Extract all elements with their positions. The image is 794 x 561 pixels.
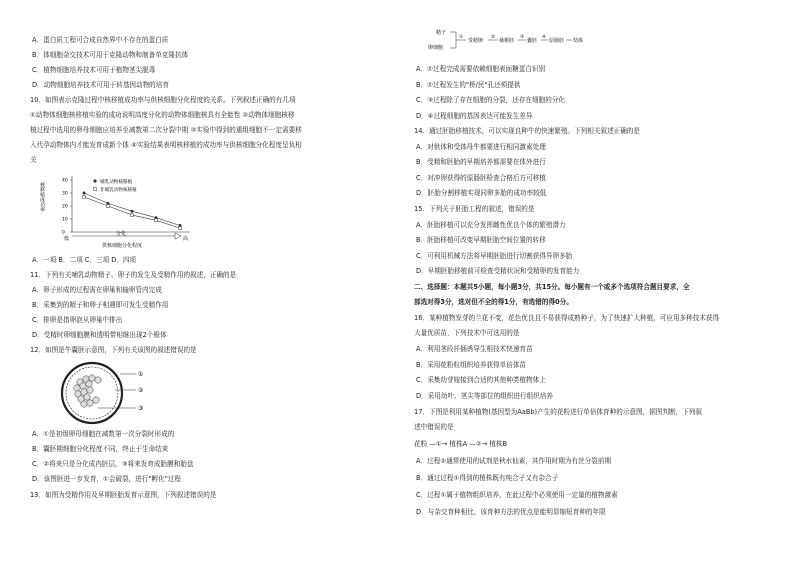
q10-ytick: 0 [62, 230, 65, 236]
q12-label-2: ② [138, 387, 144, 394]
q10-point [131, 210, 134, 213]
q10-xlabel: 供核细胞分化程度 [102, 243, 143, 249]
q17-stem-line2: 述中错误的是 [414, 423, 454, 431]
q13-mark-4: ④ [542, 35, 547, 40]
q10-bracket-mid: 分化 [116, 231, 127, 237]
q10-point [107, 205, 110, 208]
q10-chart-ylabel: 核移植成功率 [39, 182, 45, 212]
q10-point [83, 195, 86, 198]
q9-option-b: B．体细胞杂交技术可用于克隆动物和制备单克隆抗体 [32, 51, 189, 59]
section-2-heading-cont: 部选对得3分，选对但不全的得1分，有选错的得0分。 [414, 298, 573, 306]
q13-flow-gastrula: 原肠胚 [549, 38, 565, 44]
q10-stem-line1: 10．如图表示克隆过程中核移植成功率与供核细胞分化程度的关系。下列叙述正确的有几项 [30, 96, 296, 104]
q10-point [131, 214, 134, 217]
q11-option-c: C．排卵是指卵泡从卵巢中排出 [32, 316, 123, 324]
q13-option-a: A．①过程完成需要依赖细胞表面糖蛋白识别 [416, 65, 546, 73]
q17-option-c: C．过程①属于植物组织培养，在此过程中必须使用一定量的植物激素 [416, 491, 618, 499]
q13-flow-sperm: 精子 [436, 30, 447, 36]
q13-flow-diagram [426, 24, 586, 58]
q14-option-d: D．胚胎分割移植实现同卵多胎的成功率较低 [416, 189, 547, 197]
q14-option-a: A．对供体和受体母牛都要进行相同激素处理 [416, 143, 546, 151]
q10-ytick: 20 [62, 204, 68, 210]
q17-flow: 花粉 —①→ 植株A —②→ 植株B [414, 440, 508, 448]
q13-stem: 13．如图为受精作用及早期胚胎发育示意图，下列叙述错误的是 [30, 491, 217, 499]
q10-ytick: 30 [62, 191, 68, 197]
q10-series-line-0 [84, 193, 180, 226]
q10-chart [40, 170, 200, 250]
q10-options: A．一项 B．二项 C．三项 D．四项 [32, 256, 137, 264]
q15-option-c: C．可利用机械方法将早期胚胎进行切割获得异卵多胎 [416, 252, 573, 260]
q13-option-d: D．④过程细胞的基因表达可能发生差异 [416, 112, 533, 120]
q10-point [155, 219, 158, 222]
q11-option-b: B．采集到的精子和卵子相遇即可发生受精作用 [32, 301, 169, 309]
q17-option-a: A．过程②通常使用的试剂是秋水仙素，其作用时期为有丝分裂前期 [416, 457, 612, 465]
q13-flow-zygote: 受精卵 [468, 38, 484, 44]
q13-mark-3: ③ [520, 35, 525, 40]
q10-bracket-high: 高 [183, 236, 189, 242]
q10-point [179, 227, 182, 230]
q13-option-b: B．①过程发生的"桥/民"孔还须提供 [416, 81, 521, 89]
q11-option-a: A．卵子形成的过程需在卵巢和输卵管内完成 [32, 286, 162, 294]
q13-mark-2: ② [491, 35, 496, 40]
q17-stem-line1: 17．下图是利用某种植物(基因型为AaBb)产生的花粉进行单倍体育种的示意图，据图判断，下列叙 [414, 408, 702, 416]
q12-blastocyst-figure [58, 360, 158, 426]
q12-label-1: ① [138, 371, 144, 378]
q10-stem-line4: 入代孕动物体内才能发育成新个体 ④实验结果表明核移植的成功率与供核细胞分化程度呈负相 [30, 141, 302, 149]
q17-option-d: D．与杂交育种相比，该育种方法的优点是能明显缩短育种的年限 [416, 508, 606, 516]
q16-option-d: D．采用幼叶、茎尖等部位的组织进行组织培养 [416, 392, 553, 400]
q13-flow-blastocyst: 囊胚 [527, 38, 538, 44]
q13-mark-1: ① [459, 35, 464, 40]
q12-option-a: A．①是初级卵母细胞在减数第一次分裂时形成的 [32, 430, 175, 438]
q12-option-c: C．②将来只是分化成内胚层，③将来发育成胎膜和胎盘 [32, 460, 194, 468]
q12-label-3: ③ [138, 405, 144, 412]
q16-option-a: A．利用茎段扦插诱导生根技术快速育苗 [416, 345, 533, 353]
q10-legend-nonmammal: 非哺乳动物核移植 [100, 188, 137, 193]
q10-point [83, 192, 86, 195]
q12-stem: 12．如图是牛囊胚示意图，下列有关该图的叙述错误的是 [30, 346, 197, 354]
q10-stem-line2: ①动物体细胞核移植实验的成功说明高度分化的动物体细胞核具有全能性 ②动物体细胞核移 [30, 111, 295, 119]
q10-bracket-low: 低 [64, 236, 70, 242]
q16-stem-line1: 16．某种植物发芽的兰花不变，花色优良且不易获得成熟种子，为了快速扩大种植，可应用多种技术获得 [414, 314, 720, 322]
q9-option-c: C．植物细胞培养技术可用于植物茎尖脱毒 [32, 66, 156, 74]
q15-stem: 15．下列关于胚胎工程的叙述，错误的是 [414, 205, 535, 213]
q10-legend [93, 178, 137, 193]
q11-option-d: D．受精时卵细胞膜和透明带相继出现2个极体 [32, 331, 167, 339]
q17-option-b: B．通过过程①得到的植株既有纯合子又有杂合子 [416, 474, 559, 482]
q15-option-d: D．早期胚胎移植前可检查受精状况和受精卵的发育能力 [416, 267, 580, 275]
q12-option-b: B．囊胚期细胞分化程度不同，终止于生命结束 [32, 445, 169, 453]
q12-option-d: D．该图胚进一步发育，①会破裂，进行"孵化"过程 [32, 475, 181, 483]
q13-flow-morula: 桑椹胚 [499, 38, 515, 44]
q13-flow-larva: 幼体 [573, 38, 584, 44]
q16-option-c: C．采集幼芽嫁接到合适的其他种类植物体上 [416, 376, 546, 384]
q14-stem: 14．通过胚胎移植技术，可以实现良种牛的快速繁殖。下列相关叙述正确的是 [414, 127, 640, 135]
q14-option-c: C．对冲卵获得的原肠胚检查合格后方可移植 [416, 174, 546, 182]
q13-flow-egg: 卵细胞 [428, 45, 444, 51]
q10-ytick: 40 [62, 178, 68, 184]
q10-legend-mammal: 哺乳动物核移植 [100, 180, 133, 185]
q15-option-a: A．胚胎移植可以充分发挥雌性优良个体的繁殖潜力 [416, 221, 566, 229]
q9-option-a: A．蛋白质工程可合成自然界中不存在的蛋白质 [32, 36, 169, 44]
q14-option-b: B．受精和胚胎的早期培养都需要在体外进行 [416, 158, 546, 166]
q11-stem: 11．下列有关哺乳动物精子、卵子的发生及受精作用的叙述，正确的是 [30, 271, 237, 279]
q10-stem-line5: 关 [30, 156, 37, 164]
section-2-heading: 二、选择题：本题共5小题，每小题3分，共15分。每小题有一个或多个选项符合题目要求，全 [414, 283, 690, 291]
q10-stem-line3: 植过程中选用的卵母细胞应培养至减数第二次分裂中期 ③实验中得到的重组细胞不一定需要移 [30, 126, 302, 134]
q13-option-c: C．③过程除了存在细胞的分裂，还存在细胞的分化 [416, 96, 565, 104]
q9-option-d: D．动物细胞培养技术可用于转基因动物的培育 [32, 81, 169, 89]
q10-ytick: 10 [62, 217, 68, 223]
q16-option-b: B．采用花粉粒组织培养获得单倍体苗 [416, 361, 527, 369]
q16-stem-line2: 大量优质苗，下列技术中可选用的是 [414, 329, 520, 337]
q15-option-b: B．胚胎移植可改变早期胚胎空间位置的转移 [416, 236, 546, 244]
